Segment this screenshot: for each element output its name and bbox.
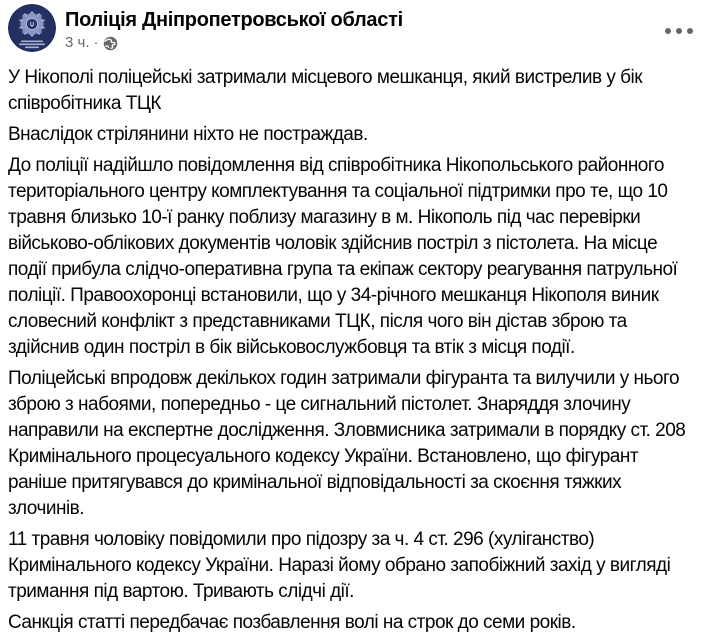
post-text-line: події прибула слідчо-оперативна група та екіпаж сектору реагування патрульної bbox=[8, 259, 678, 280]
post-text-line: 11 травня чоловіку повідомили про підозру за ч. 4 ст. 296 (хуліганство) bbox=[8, 529, 595, 550]
post-paragraph bbox=[8, 65, 714, 117]
police-star-badge-icon bbox=[8, 4, 56, 52]
post-text-line: У Нікополі поліцейські затримали місцевого мешканця, який вистрелив у бік bbox=[8, 67, 643, 88]
three-dots-menu-icon bbox=[665, 28, 671, 34]
meta-separator: · bbox=[93, 34, 99, 51]
globe-public-icon bbox=[103, 36, 118, 51]
post-text-line: військово-облікових документів чоловік здійснив постріл з пістолета. На місце bbox=[8, 233, 658, 254]
post-paragraph bbox=[8, 527, 714, 605]
three-dots-menu-icon bbox=[676, 28, 682, 34]
post-paragraph bbox=[8, 610, 714, 636]
post-paragraph bbox=[8, 366, 714, 522]
post-text-line: співробітника ТЦК bbox=[8, 93, 161, 114]
post-paragraph bbox=[8, 153, 714, 361]
post-text-line: тримання під вартою. Тривають слідчі дії. bbox=[8, 581, 354, 602]
page-name-link[interactable]: Поліція Дніпропетровської області bbox=[65, 9, 403, 31]
post-header bbox=[0, 0, 720, 52]
post-text-line: травня близько 10-ї ранку поблизу магазину в м. Нікополь під час перевірки bbox=[8, 207, 641, 228]
post-text-line: Внаслідок стрілянини ніхто не постраждав. bbox=[8, 124, 368, 145]
post-text-line: Кримінального кодексу України. Наразі йому обрано запобіжний захід у вигляді bbox=[8, 555, 671, 576]
post-text-line: раніше притягувався до кримінальної відповідальності за скоєння тяжких bbox=[8, 472, 622, 493]
post-options-button[interactable] bbox=[661, 24, 697, 38]
post-timestamp[interactable]: 3 ч. bbox=[65, 34, 90, 51]
post-text-line: злочинів. bbox=[8, 498, 85, 519]
post-text-line: зброю з набоями, попередньо - це сигнальний пістолет. Знаряддя злочину bbox=[8, 394, 631, 415]
post-text-line: словесний конфлікт з представниками ТЦК, після чого він дістав зброю та bbox=[8, 311, 627, 332]
post-text-line: територіального центру комплектування та соціальної підтримки про те, що 10 bbox=[8, 181, 668, 202]
post-text-line: Санкція статті передбачає позбавлення волі на строк до семи років. bbox=[8, 612, 576, 633]
post-text-line: направили на експертне дослідження. Зловмисника затримали в порядку ст. 208 bbox=[8, 420, 686, 441]
post-text-line: Поліцейські впродовж декількох годин затримали фігуранта та вилучили у нього bbox=[8, 368, 680, 389]
post-text-line: поліції. Правоохоронці встановили, що у 34-річного мешканця Нікополя виник bbox=[8, 285, 659, 306]
page-avatar[interactable] bbox=[8, 4, 56, 52]
post-paragraph bbox=[8, 122, 714, 148]
post-text-line: Кримінального процесуального кодексу України. Встановлено, що фігурант bbox=[8, 446, 639, 467]
post-text-line: До поліції надійшло повідомлення від співробітника Нікопольського районного bbox=[8, 155, 664, 176]
three-dots-menu-icon bbox=[687, 28, 693, 34]
header-text bbox=[65, 4, 403, 52]
post-body bbox=[0, 65, 720, 640]
post-text-line: здійснив один постріл в бік військовослужбовця та втік з місця події. bbox=[8, 337, 575, 358]
post-meta bbox=[65, 34, 403, 52]
